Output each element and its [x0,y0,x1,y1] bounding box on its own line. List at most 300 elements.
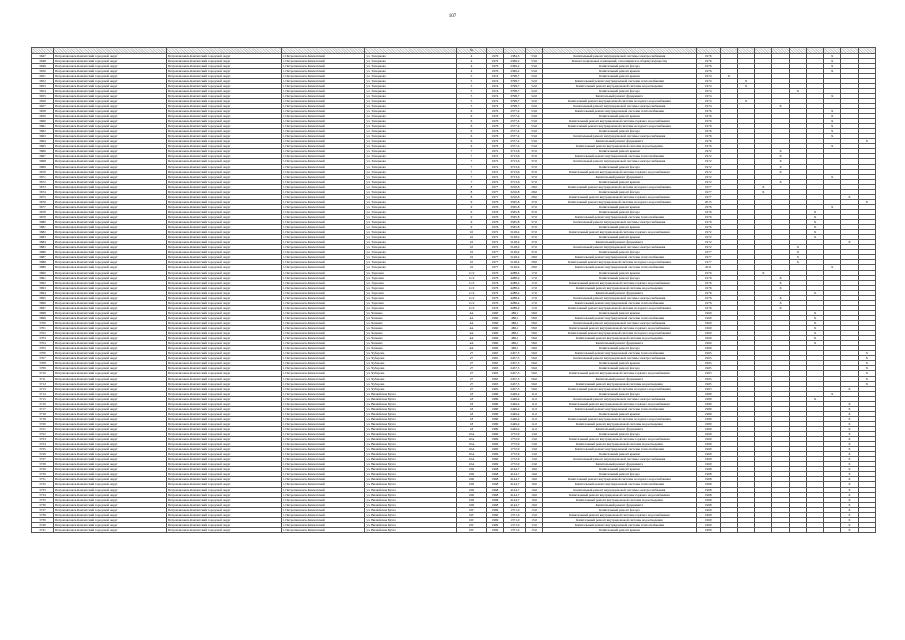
table-cell: 1968 [696,467,720,472]
table-cell: ул. Топоркова [365,149,457,154]
table-cell: 1969 [486,462,504,467]
table-cell: ул. Топоркова [365,235,457,240]
table-cell: 2449,4 [504,421,526,426]
table-cell: ул. Топоркова [365,169,457,174]
table-cell: 53,6 [526,58,543,63]
table-cell: 5128,4 [504,235,526,240]
table-cell: Петропавловск-Камчатский городской округ [53,255,166,260]
table-cell: Петропавловск-Камчатский городской округ [53,326,166,331]
table-cell: 7 [457,169,486,174]
table-cell: 1980 [486,391,504,396]
year-mark-cell: X [841,507,858,512]
table-cell: Петропавловск-Камчатский городской округ [166,310,281,315]
year-mark-cell: X [789,255,806,260]
table-cell: Капитальный ремонт внутридомовой системы теплоснабжения [543,522,697,527]
table-cell: 3705 [32,346,54,351]
table-cell: Капитальный ремонт внутридомовой системы горячего водоснабжения [543,230,697,235]
table-cell: Капитальный ремонт фасада [543,250,697,255]
table-cell: Петропавловск-Камчатский городской округ [166,502,281,507]
table-cell: 3724 [32,442,54,447]
table-cell: 1972 [486,179,504,184]
table-cell: Капитальный ремонт внутридомовой системы теплоснабжения [543,265,697,270]
year-mark-cell: X [772,285,789,290]
table-cell: 3684 [32,240,54,245]
table-cell: 3700 [32,320,54,325]
table-cell: 1976 [486,295,504,300]
table-cell: 3648 [32,58,54,63]
table-cell: 1977 [486,250,504,255]
table-cell: Петропавловск-Камчатский городской округ [53,144,166,149]
table-cell: г. Петропавловск-Камчатский [281,341,365,346]
table-cell: Капитальный ремонт фасада [543,88,697,93]
table-cell: 1965 [696,361,720,366]
table-cell: 37,0 [526,199,543,204]
table-cell: Петропавловск-Камчатский городской округ [166,240,281,245]
year-mark-cell: X [806,290,823,295]
table-cell: 3678 [32,209,54,214]
table-cell: ул. Чубарова [365,386,457,391]
year-mark-cell: X [841,457,858,462]
table-row [32,527,876,532]
table-cell: 3717 [32,406,54,411]
table-cell: Капитальный ремонт внутридомовой системы горячего водоснабжения [543,437,697,442]
table-cell: 1977 [486,184,504,189]
table-cell: 53,6 [526,114,543,119]
table-cell: Петропавловск-Камчатский городской округ [166,98,281,103]
table-cell: 486,1 [504,336,526,341]
table-cell: Петропавловск-Камчатский городской округ [166,426,281,431]
table-cell: 3798,7 [504,98,526,103]
year-mark-cell: X [755,184,772,189]
table-cell: 2449,4 [504,396,526,401]
table-cell: 1972 [486,169,504,174]
table-cell: 11/2 [457,305,486,310]
table-cell: ул. Вилюйская Бухта [365,447,457,452]
table-cell: 1976 [696,215,720,220]
table-cell: 1772,9 [504,437,526,442]
table-cell: 37,0 [526,179,543,184]
table-cell: 3694 [32,290,54,295]
table-cell: ул. Топоркова [365,250,457,255]
table-cell: г. Петропавловск-Камчатский [281,169,365,174]
table-cell: 11,0 [526,411,543,416]
table-cell: г. Петропавловск-Камчатский [281,502,365,507]
table-cell: Капитальный ремонт фундамента [543,341,697,346]
table-cell: Петропавловск-Камчатский городской округ [53,220,166,225]
table-cell: Петропавловск-Камчатский городской округ [53,477,166,482]
year-mark-cell: X [858,371,875,376]
table-cell: Капитальный ремонт внутридомовой системы холодного водоснабжения [543,305,697,310]
table-cell: 10Г [457,527,486,532]
table-cell: Капитальный ремонт внутридомовой системы водоотведения [543,336,697,341]
table-cell: ул. Вилюйская Бухта [365,527,457,532]
table-cell: ул. Топоркова [365,204,457,209]
year-mark-cell: X [824,119,841,124]
table-cell: 1980 [486,411,504,416]
table-cell: 2577,4 [504,124,526,129]
table-cell: 1974 [486,78,504,83]
table-cell: ул. Вилюйская Бухта [365,396,457,401]
table-cell: Петропавловск-Камчатский городской округ [166,331,281,336]
table-cell: ул. Торговая [365,295,457,300]
table-cell: г. Петропавловск-Камчатский [281,517,365,522]
table-cell: 3671 [32,174,54,179]
table-cell: 2449,4 [504,391,526,396]
table-cell: 1965 [486,366,504,371]
table-cell: 11,0 [526,426,543,431]
table-cell: 10Г [457,507,486,512]
table-cell: Петропавловск-Камчатский городской округ [53,114,166,119]
table-cell: 1976 [696,124,720,129]
table-cell: 1976 [696,220,720,225]
table-cell: г. Петропавловск-Камчатский [281,366,365,371]
table-cell: 4288,4 [504,275,526,280]
table-cell: ул. Торговая [365,305,457,310]
year-mark-cell: X [841,522,858,527]
year-mark-cell: X [841,240,858,245]
table-cell: ул. Топоркова [365,58,457,63]
year-mark-cell: X [806,341,823,346]
table-cell: г. Петропавловск-Камчатский [281,467,365,472]
table-cell: 2457,5 [504,361,526,366]
table-cell: Петропавловск-Камчатский городской округ [53,416,166,421]
table-cell: 3713,6 [504,169,526,174]
table-cell: Петропавловск-Камчатский городской округ [166,209,281,214]
table-cell: ул. Вилюйская Бухта [365,442,457,447]
table-cell: 3676 [32,199,54,204]
table-cell: 3711 [32,376,54,381]
year-mark-cell: X [841,477,858,482]
table-cell: 4 [457,68,486,73]
table-cell: 3798,7 [504,88,526,93]
year-mark-cell: X [858,381,875,386]
table-cell: ул. Вилюйская Бухта [365,416,457,421]
year-mark-cell: X [806,225,823,230]
table-cell: г. Петропавловск-Камчатский [281,119,365,124]
table-cell: Петропавловск-Камчатский городской округ [53,341,166,346]
year-mark-cell [772,527,789,532]
table-cell: 3735 [32,497,54,502]
table-cell: 1976 [486,58,504,63]
table-cell: Петропавловск-Камчатский городской округ [166,220,281,225]
table-cell: ул. Топоркова [365,245,457,250]
table-cell: ул. Топоркова [365,68,457,73]
table-cell: 56,0 [526,371,543,376]
table-cell: 1960 [696,310,720,315]
table-cell: 1969 [696,462,720,467]
year-mark-cell: X [841,447,858,452]
table-cell: ул. Вилюйская Бухта [365,452,457,457]
table-cell: 19,0 [526,467,543,472]
table-cell: Петропавловск-Камчатский городской округ [166,194,281,199]
year-mark-cell: X [806,320,823,325]
year-mark-cell: X [772,305,789,310]
year-mark-cell: X [841,492,858,497]
table-cell: Капитальный ремонт внутридомовой системы электроснабжения [543,220,697,225]
table-cell: г. Петропавловск-Камчатский [281,78,365,83]
table-cell: 13,0 [526,437,543,442]
table-cell: г. Петропавловск-Камчатский [281,189,365,194]
table-cell: 3713,6 [504,154,526,159]
year-mark-cell: X [841,426,858,431]
year-mark-cell: X [824,109,841,114]
table-cell: Капитальный ремонт крыши [543,68,697,73]
table-cell: 1960 [696,320,720,325]
table-cell: Петропавловск-Камчатский городской округ [53,63,166,68]
table-cell: ул. Топоркова [365,88,457,93]
table-cell: 4288,4 [504,270,526,275]
table-cell: 6 [457,144,486,149]
table-cell: 1977 [486,189,504,194]
table-cell: 1772,9 [504,452,526,457]
table-cell: Петропавловск-Камчатский городской округ [53,103,166,108]
table-cell: 3661 [32,124,54,129]
table-cell: 1976 [486,63,504,68]
table-cell: 11/2 [457,300,486,305]
table-cell: ул. Вилюйская Бухта [365,437,457,442]
table-cell: Капитальный ремонт фундамента [543,502,697,507]
table-cell: 1969 [486,437,504,442]
table-cell: Капитальный ремонт внутридомовой системы теплоснабжения [543,154,697,159]
table-cell: 3713,6 [504,174,526,179]
table-cell: Петропавловск-Камчатский городской округ [53,169,166,174]
table-cell: 28,0 [526,194,543,199]
table-cell: 11,0 [526,396,543,401]
year-mark-cell: X [841,517,858,522]
year-mark-cell: X [806,310,823,315]
table-cell: Петропавловск-Камчатский городской округ [53,83,166,88]
table-cell: 53,6 [526,144,543,149]
table-cell: 1371,0 [504,517,526,522]
table-cell: 3718 [32,411,54,416]
table-cell: г. Петропавловск-Камчатский [281,174,365,179]
table-cell: 10Б [457,492,486,497]
table-cell: 486,1 [504,331,526,336]
year-mark-cell: X [841,467,858,472]
table-cell: Капитальный ремонт внутридомовой системы холодного водоснабжения [543,260,697,265]
table-cell: г. Петропавловск-Камчатский [281,285,365,290]
table-cell: 1965 [696,386,720,391]
table-cell: Петропавловск-Камчатский городской округ [53,442,166,447]
table-cell: 28,0 [526,260,543,265]
year-mark-cell: X [858,351,875,356]
table-cell: 3714 [32,391,54,396]
table-cell: Капитальный ремонт внутридомовой системы электроснабжения [543,53,697,58]
table-cell: 1968 [486,502,504,507]
table-cell: 3674 [32,189,54,194]
table-cell: 1976 [696,63,720,68]
table-cell: 3697 [32,305,54,310]
table-cell: Петропавловск-Камчатский городской округ [53,209,166,214]
table-cell: 4144,7 [504,482,526,487]
table-cell: 1976 [486,109,504,114]
table-cell: г. Петропавловск-Камчатский [281,310,365,315]
year-mark-cell: X [841,442,858,447]
table-cell: г. Петропавловск-Камчатский [281,351,365,356]
table-cell: 3565,8 [504,199,526,204]
table-cell: 10Б [457,502,486,507]
year-mark-cell: X [755,189,772,194]
table-cell: 3685 [32,245,54,250]
table-cell: 27 [457,361,486,366]
table-cell: 3731 [32,477,54,482]
table-cell: 3654 [32,88,54,93]
table-cell: Петропавловск-Камчатский городской округ [53,391,166,396]
table-cell: 3679 [32,215,54,220]
table-cell: 1976 [486,275,504,280]
table-cell: 5128,4 [504,240,526,245]
table-cell: г. Петропавловск-Камчатский [281,527,365,532]
table-cell: 1969 [696,442,720,447]
table-cell: 6 [457,129,486,134]
year-mark-cell: X [824,93,841,98]
table-cell: Петропавловск-Камчатский городской округ [53,492,166,497]
table-cell: 2577,4 [504,119,526,124]
table-cell: Петропавловск-Камчатский городской округ [166,381,281,386]
table-cell: ул. Топоркова [365,119,457,124]
table-cell: 2577,4 [504,134,526,139]
table-cell: г. Петропавловск-Камчатский [281,154,365,159]
table-cell: Петропавловск-Камчатский городской округ [166,326,281,331]
table-cell: ул. Вилюйская Бухта [365,462,457,467]
table-cell: 1976 [486,204,504,209]
table-cell: 3798,7 [504,93,526,98]
table-cell: Капитальный ремонт крыши [543,270,697,275]
table-cell: 1772,9 [504,442,526,447]
table-cell: 2577,4 [504,114,526,119]
table-cell: 1980 [486,401,504,406]
table-cell: г. Петропавловск-Камчатский [281,472,365,477]
table-cell: 3713,6 [504,159,526,164]
table-cell: г. Петропавловск-Камчатский [281,215,365,220]
table-cell: г. Петропавловск-Камчатский [281,462,365,467]
table-cell: г. Петропавловск-Камчатский [281,184,365,189]
table-cell: 1972 [486,230,504,235]
table-cell: г. Петропавловск-Камчатский [281,204,365,209]
table-cell: ул. Торговая [365,270,457,275]
table-cell: 3650 [32,68,54,73]
table-cell: 17,0 [526,290,543,295]
table-cell: 1972 [486,164,504,169]
table-cell: Петропавловск-Камчатский городской округ [166,432,281,437]
table-cell: 27 [457,371,486,376]
table-cell: г. Петропавловск-Камчатский [281,421,365,426]
table-cell: 56,0 [526,361,543,366]
table-cell: Петропавловск-Камчатский городской округ [53,159,166,164]
table-cell: 1974 [696,103,720,108]
year-mark-cell: X [824,204,841,209]
table-cell: 3723 [32,437,54,442]
table-cell: Капитальный ремонт внутридомовой системы электроснабжения [543,295,697,300]
table-cell: Петропавловск-Камчатский городской округ [166,462,281,467]
table-cell: ул. Чубарова [365,356,457,361]
table-cell: 1976 [696,275,720,280]
table-cell: 4144,7 [504,497,526,502]
table-cell: г. Петропавловск-Камчатский [281,457,365,462]
table-cell: 6 [457,119,486,124]
header-cell: № [457,48,486,54]
table-cell: ул. Топоркова [365,134,457,139]
table-cell: 1976 [696,305,720,310]
table-cell: 1976 [696,295,720,300]
year-mark-cell: X [858,376,875,381]
table-cell: 3725 [32,447,54,452]
table-cell: Петропавловск-Камчатский городской округ [53,517,166,522]
table-cell: 10 [457,260,486,265]
table-cell: Капитальный ремонт фасада [543,472,697,477]
table-cell: Петропавловск-Камчатский городской округ [166,512,281,517]
table-cell: Капитальный ремонт внутридомовой системы водоотведения [543,285,697,290]
table-cell: Петропавловск-Камчатский городской округ [53,149,166,154]
table-cell: 3738 [32,512,54,517]
table-cell: Петропавловск-Камчатский городской округ [53,482,166,487]
table-cell: 5128,4 [504,245,526,250]
table-cell: г. Петропавловск-Камчатский [281,220,365,225]
year-mark-cell: X [824,265,841,270]
table-cell: 1969 [696,457,720,462]
table-cell: 13,0 [526,462,543,467]
table-cell: 3729 [32,467,54,472]
table-cell: 7 [457,164,486,169]
year-mark-cell [789,527,806,532]
table-cell: Петропавловск-Камчатский городской округ [166,396,281,401]
table-cell: 4144,7 [504,472,526,477]
table-cell: Петропавловск-Камчатский городской округ [53,260,166,265]
table-cell: г. Петропавловск-Камчатский [281,432,365,437]
year-mark-cell: X [772,295,789,300]
table-cell: Петропавловск-Камчатский городской округ [53,235,166,240]
table-cell: Петропавловск-Камчатский городской округ [53,285,166,290]
table-cell: Петропавловск-Камчатский городской округ [166,103,281,108]
table-cell: 7 [457,159,486,164]
table-cell: 10А [457,442,486,447]
table-cell: 52,0 [526,93,543,98]
table-cell: 58,0 [526,310,543,315]
table-cell: 1969 [696,517,720,522]
table-cell: Петропавловск-Камчатский городской округ [166,235,281,240]
table-cell: 1976 [696,225,720,230]
table-cell: 3667 [32,154,54,159]
year-mark-cell: X [772,300,789,305]
table-cell: ул. Топоркова [365,53,457,58]
table-cell: 8 [457,184,486,189]
table-cell: 3687 [32,255,54,260]
table-cell: 1960 [696,326,720,331]
table-cell: г. Петропавловск-Камчатский [281,416,365,421]
table-cell: Петропавловск-Камчатский городской округ [53,472,166,477]
table-cell: Капитальный ремонт фасада [543,346,697,351]
table-cell: 3691 [32,275,54,280]
table-cell: г. Петропавловск-Камчатский [281,376,365,381]
table-cell: ул. Топоркова [365,129,457,134]
table-cell: ул. Вилюйская Бухта [365,421,457,426]
table-cell: 1969 [486,522,504,527]
table-cell: 3655 [32,93,54,98]
table-cell: ул. Топоркова [365,174,457,179]
table-cell: ул. Вилюйская Бухта [365,391,457,396]
table-cell: г. Петропавловск-Камчатский [281,164,365,169]
table-cell: 486,1 [504,346,526,351]
table-cell: Капитальный ремонт внутридомовой системы теплоснабжения [543,315,697,320]
table-cell: ул. Торговая [365,300,457,305]
table-cell: ул. Чубарова [365,351,457,356]
table-cell: ул. Чапаева [365,326,457,331]
table-cell: Петропавловск-Камчатский городской округ [53,179,166,184]
table-cell: 37,0 [526,250,543,255]
table-cell: 2449,4 [504,411,526,416]
table-cell: Капитальный ремонт крыши [543,73,697,78]
table-cell: Петропавловск-Камчатский городской округ [166,416,281,421]
